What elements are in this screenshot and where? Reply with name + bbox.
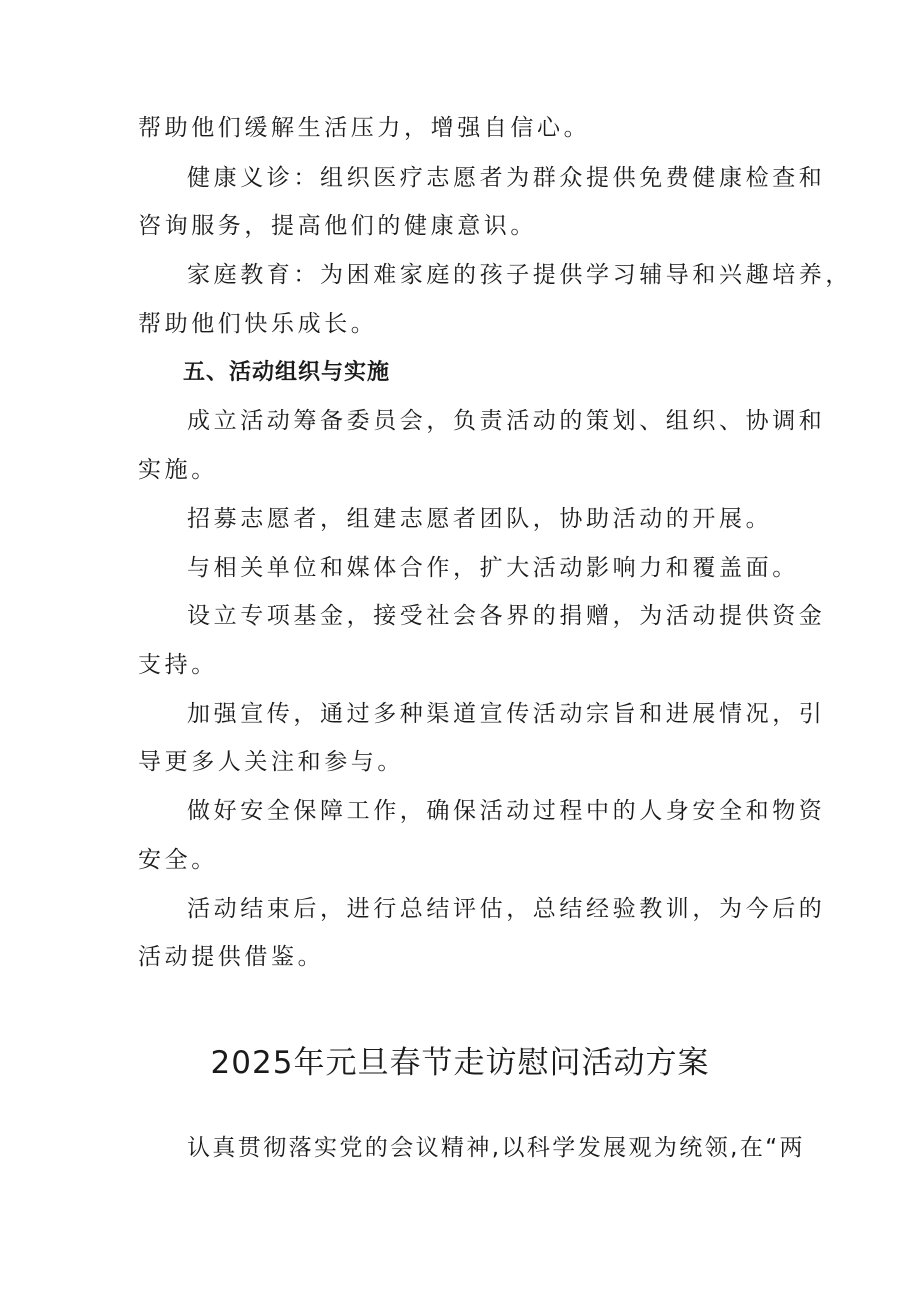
paragraph-line: 安全。	[138, 847, 218, 873]
paragraph-line: 支持。	[138, 652, 218, 678]
paragraph-first-line: 认真贯彻落实党的会议精神,以科学发展观为统领,在“两	[187, 1135, 805, 1161]
paragraph-line: 活动提供借鉴。	[138, 944, 325, 970]
paragraph-first-line: 做好安全保障工作，确保活动过程中的人身安全和物资	[187, 798, 826, 824]
paragraph-first-line: 加强宣传，通过多种渠道宣传活动宗旨和进展情况，引	[187, 701, 826, 727]
paragraph-first-line: 家庭教育：为困难家庭的孩子提供学习辅导和兴趣培养，	[187, 262, 852, 288]
paragraph-line: 导更多人关注和参与。	[138, 749, 404, 775]
paragraph-first-line: 设立专项基金，接受社会各界的捐赠，为活动提供资金	[187, 603, 826, 629]
document-title: 2025年元旦春节走访慰问活动方案	[210, 1045, 710, 1081]
paragraph-first-line: 招募志愿者，组建志愿者团队，协助活动的开展。	[187, 506, 773, 532]
paragraph-first-line: 与相关单位和媒体合作，扩大活动影响力和覆盖面。	[187, 555, 799, 581]
paragraph-line: 实施。	[138, 457, 218, 483]
paragraph-first-line: 活动结束后，进行总结评估，总结经验教训，为今后的	[187, 896, 826, 922]
paragraph-line: 咨询服务，提高他们的健康意识。	[138, 213, 537, 239]
paragraph-first-line: 成立活动筹备委员会，负责活动的策划、组织、协调和	[187, 408, 826, 434]
paragraph-first-line: 健康义诊：组织医疗志愿者为群众提供免费健康检查和	[187, 165, 826, 191]
paragraph-line: 帮助他们快乐成长。	[138, 311, 378, 337]
section-heading: 五、活动组织与实施	[183, 360, 391, 385]
paragraph-line: 帮助他们缓解生活压力，增强自信心。	[138, 115, 591, 141]
